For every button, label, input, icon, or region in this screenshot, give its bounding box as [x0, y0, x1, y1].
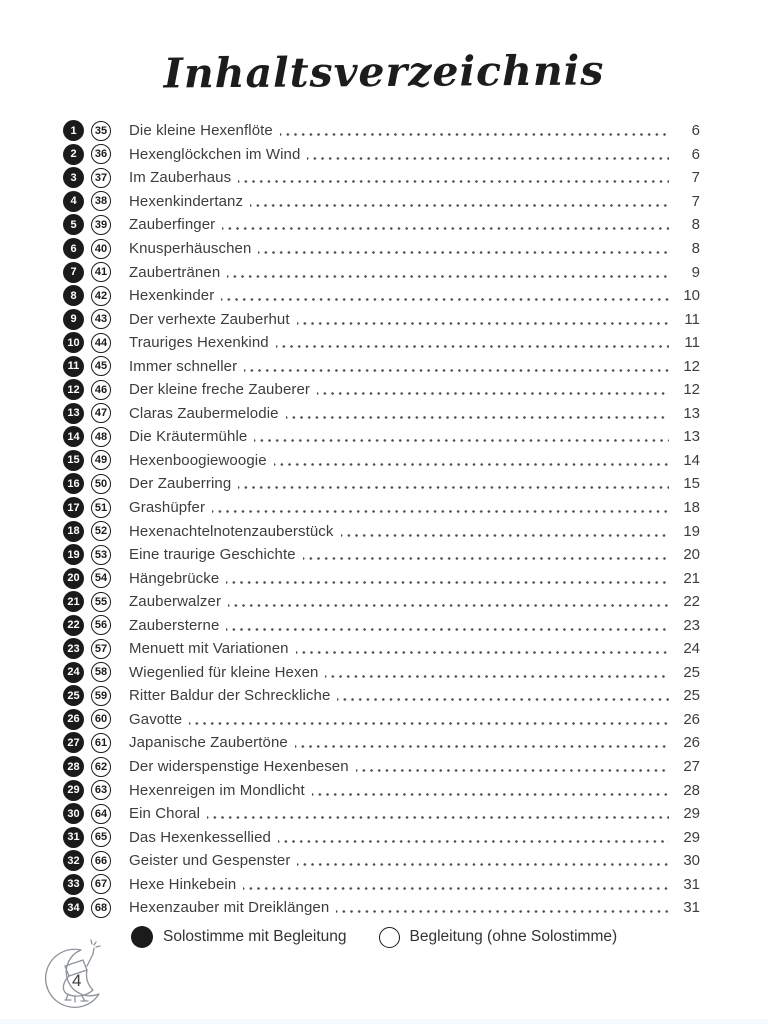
- page-number: 4: [72, 971, 82, 990]
- solo-track-badge: 18: [63, 521, 84, 542]
- witch-on-moon-icon: [35, 936, 115, 1016]
- entry-title: Claras Zaubermelodie: [129, 404, 279, 422]
- dot-leader: [356, 769, 669, 772]
- entry-page-number: 31: [683, 875, 700, 893]
- entry-page-number: 22: [683, 593, 700, 611]
- entry-title: Grashüpfer: [129, 499, 206, 517]
- entry-title: Hexenglöckchen im Wind: [129, 145, 301, 163]
- table-row: [63, 543, 700, 567]
- dot-leader: [297, 322, 669, 325]
- dot-leader: [243, 887, 669, 890]
- entry-title: Im Zauberhaus: [129, 169, 232, 187]
- dot-leader: [286, 416, 669, 419]
- entry-page-number: 10: [683, 287, 700, 305]
- table-row: [63, 166, 700, 190]
- table-row: [63, 637, 700, 661]
- accompaniment-track-badge: 47: [91, 403, 111, 423]
- entry-title: Hängebrücke: [129, 569, 220, 587]
- table-row: [63, 331, 700, 355]
- dot-leader: [212, 510, 669, 513]
- entry-page-number: 24: [683, 640, 700, 658]
- dot-leader: [226, 581, 669, 584]
- entry-page-number: 13: [683, 404, 700, 422]
- dot-leader: [317, 392, 669, 395]
- accompaniment-track-badge: 64: [91, 804, 111, 824]
- dot-leader: [274, 463, 669, 466]
- entry-page-number: 7: [691, 192, 700, 210]
- solo-track-badge: 23: [63, 638, 84, 659]
- accompaniment-track-badge: 63: [91, 780, 111, 800]
- accompaniment-track-badge: 43: [91, 309, 111, 329]
- entry-title: Japanische Zaubertöne: [129, 734, 288, 752]
- dot-leader: [312, 793, 669, 796]
- dot-leader: [238, 180, 669, 183]
- entry-page-number: 6: [691, 122, 700, 140]
- entry-page-number: 31: [683, 899, 700, 917]
- solo-track-badge: 34: [63, 897, 84, 918]
- table-row: [63, 378, 700, 402]
- entry-title: Der Zauberring: [129, 475, 232, 493]
- accompaniment-track-badge: 65: [91, 827, 111, 847]
- wand-sparkle-shape: [91, 940, 100, 947]
- solo-track-badge: 2: [63, 144, 84, 165]
- table-row: [63, 590, 700, 614]
- solo-track-badge: 13: [63, 403, 84, 424]
- entry-page-number: 12: [683, 357, 700, 375]
- entry-page-number: 18: [683, 499, 700, 517]
- entry-title: Gavotte: [129, 710, 183, 728]
- dot-leader: [307, 157, 669, 160]
- legend: [131, 926, 617, 948]
- entry-title: Zaubersterne: [129, 616, 220, 634]
- accompaniment-track-badge: 39: [91, 215, 111, 235]
- solo-track-badge: 3: [63, 167, 84, 188]
- entry-title: Die kleine Hexenflöte: [129, 122, 273, 140]
- accompaniment-track-badge: 67: [91, 874, 111, 894]
- entry-title: Menuett mit Variationen: [129, 640, 289, 658]
- dot-leader: [303, 557, 669, 560]
- solo-track-badge: 4: [63, 191, 84, 212]
- solo-track-badge: 15: [63, 450, 84, 471]
- table-row: [63, 260, 700, 284]
- accompaniment-track-badge: 66: [91, 851, 111, 871]
- accompaniment-track-badge: 55: [91, 592, 111, 612]
- entry-title: Trauriges Hexenkind: [129, 334, 269, 352]
- entry-title: Der verhexte Zauberhut: [129, 310, 290, 328]
- accompaniment-track-badge: 38: [91, 191, 111, 211]
- open-circle-icon: [379, 927, 400, 948]
- solo-track-badge: 5: [63, 214, 84, 235]
- solo-track-badge: 17: [63, 497, 84, 518]
- table-row: [63, 472, 700, 496]
- entry-title: Hexenreigen im Mondlicht: [129, 781, 305, 799]
- entry-page-number: 26: [683, 710, 700, 728]
- entry-title: Der kleine freche Zauberer: [129, 381, 311, 399]
- table-row: [63, 143, 700, 167]
- table-row: [63, 425, 700, 449]
- entry-page-number: 25: [683, 663, 700, 681]
- accompaniment-track-badge: 60: [91, 709, 111, 729]
- entry-page-number: 29: [683, 805, 700, 823]
- table-row: [63, 778, 700, 802]
- table-row: [63, 613, 700, 637]
- solo-track-badge: 10: [63, 332, 84, 353]
- entry-page-number: 15: [683, 475, 700, 493]
- dot-leader: [227, 275, 669, 278]
- solo-track-badge: 20: [63, 568, 84, 589]
- accompaniment-track-badge: 61: [91, 733, 111, 753]
- entry-title: Hexenzauber mit Dreiklängen: [129, 899, 330, 917]
- entry-title: Immer schneller: [129, 357, 238, 375]
- dot-leader: [280, 133, 669, 136]
- accompaniment-track-badge: 35: [91, 121, 111, 141]
- table-row: [63, 307, 700, 331]
- solo-track-badge: 27: [63, 732, 84, 753]
- dot-leader: [221, 298, 669, 301]
- dot-leader: [297, 863, 669, 866]
- table-row: [63, 213, 700, 237]
- entry-page-number: 23: [683, 616, 700, 634]
- entry-page-number: 27: [683, 758, 700, 776]
- table-row: [63, 708, 700, 732]
- solo-track-badge: 6: [63, 238, 84, 259]
- solo-track-badge: 25: [63, 685, 84, 706]
- dot-leader: [207, 816, 669, 819]
- entry-page-number: 28: [683, 781, 700, 799]
- entry-page-number: 6: [691, 145, 700, 163]
- table-row: [63, 119, 700, 143]
- table-row: [63, 896, 700, 920]
- entry-page-number: 13: [683, 428, 700, 446]
- solo-track-badge: 30: [63, 803, 84, 824]
- accompaniment-track-badge: 58: [91, 662, 111, 682]
- dot-leader: [325, 675, 669, 678]
- table-row: [63, 755, 700, 779]
- dot-leader: [341, 534, 670, 537]
- table-row: [63, 731, 700, 755]
- entry-page-number: 25: [683, 687, 700, 705]
- legend-item-solo: [131, 926, 347, 948]
- entry-page-number: 20: [683, 546, 700, 564]
- entry-title: Das Hexenkessellied: [129, 828, 271, 846]
- entry-page-number: 8: [691, 216, 700, 234]
- entry-title: Wiegenlied für kleine Hexen: [129, 663, 319, 681]
- table-row: [63, 661, 700, 685]
- solo-track-badge: 26: [63, 709, 84, 730]
- table-row: [63, 449, 700, 473]
- solo-track-badge: 24: [63, 662, 84, 683]
- solo-track-badge: 19: [63, 544, 84, 565]
- solo-track-badge: 32: [63, 850, 84, 871]
- table-row: [63, 825, 700, 849]
- solo-track-badge: 8: [63, 285, 84, 306]
- entry-title: Hexenkinder: [129, 287, 215, 305]
- solo-track-badge: 29: [63, 780, 84, 801]
- dot-leader: [337, 698, 669, 701]
- entry-page-number: 11: [684, 334, 700, 352]
- dot-leader: [189, 722, 669, 725]
- dot-leader: [296, 651, 669, 654]
- entry-title: Hexe Hinkebein: [129, 875, 237, 893]
- filled-circle-icon: [131, 926, 153, 948]
- solo-track-badge: 7: [63, 262, 84, 283]
- solo-track-badge: 14: [63, 426, 84, 447]
- entry-page-number: 7: [691, 169, 700, 187]
- table-row: [63, 802, 700, 826]
- legend-solo-label: Solostimme mit Begleitung: [163, 928, 347, 945]
- accompaniment-track-badge: 36: [91, 144, 111, 164]
- solo-track-badge: 33: [63, 874, 84, 895]
- entry-title: Zaubertränen: [129, 263, 221, 281]
- accompaniment-track-badge: 51: [91, 498, 111, 518]
- entry-title: Der widerspenstige Hexenbesen: [129, 758, 349, 776]
- entry-page-number: 8: [691, 240, 700, 257]
- accompaniment-track-badge: 68: [91, 898, 111, 918]
- entry-page-number: 9: [691, 263, 700, 281]
- dot-leader: [276, 345, 669, 348]
- accompaniment-track-badge: 56: [91, 615, 111, 635]
- dot-leader: [244, 369, 669, 372]
- table-row: [63, 496, 700, 520]
- entry-page-number: 29: [683, 828, 700, 846]
- table-row: [63, 284, 700, 308]
- accompaniment-track-badge: 40: [91, 239, 111, 259]
- accompaniment-track-badge: 45: [91, 356, 111, 376]
- entry-title: Hexenkindertanz: [129, 192, 244, 210]
- dot-leader: [238, 486, 669, 489]
- dot-leader: [258, 251, 669, 254]
- accompaniment-track-badge: 49: [91, 450, 111, 470]
- accompaniment-track-badge: 62: [91, 757, 111, 777]
- dot-leader: [222, 227, 669, 230]
- table-row: [63, 519, 700, 543]
- accompaniment-track-badge: 57: [91, 639, 111, 659]
- toc-list: [63, 119, 700, 920]
- dot-leader: [250, 204, 669, 207]
- page-title: Inhaltsverzeichnis: [163, 46, 605, 98]
- entry-page-number: 26: [683, 734, 700, 752]
- entry-title: Geister und Gespenster: [129, 852, 291, 870]
- accompaniment-track-badge: 52: [91, 521, 111, 541]
- witch-wand-shape: [87, 948, 94, 966]
- table-row: [63, 849, 700, 873]
- legend-item-accompaniment: [379, 927, 618, 948]
- dot-leader: [228, 604, 669, 607]
- legend-accompaniment-label: Begleitung (ohne Solostimme): [409, 928, 618, 945]
- accompaniment-track-badge: 53: [91, 545, 111, 565]
- solo-track-badge: 28: [63, 756, 84, 777]
- dot-leader: [336, 910, 669, 913]
- accompaniment-track-badge: 54: [91, 568, 111, 588]
- solo-track-badge: 9: [63, 309, 84, 330]
- table-row: [63, 190, 700, 214]
- solo-track-badge: 21: [63, 591, 84, 612]
- accompaniment-track-badge: 42: [91, 286, 111, 306]
- dot-leader: [278, 840, 669, 843]
- entry-title: Ritter Baldur der Schreckliche: [129, 687, 331, 705]
- accompaniment-track-badge: 44: [91, 333, 111, 353]
- solo-track-badge: 11: [63, 356, 84, 377]
- accompaniment-track-badge: 41: [91, 262, 111, 282]
- accompaniment-track-badge: 59: [91, 686, 111, 706]
- entry-title: Zauberwalzer: [129, 593, 222, 611]
- entry-page-number: 19: [683, 522, 700, 540]
- entry-title: Die Kräutermühle: [129, 428, 248, 446]
- dot-leader: [295, 745, 669, 748]
- entry-title: Ein Choral: [129, 805, 201, 823]
- table-row: [63, 402, 700, 426]
- accompaniment-track-badge: 46: [91, 380, 111, 400]
- entry-title: Hexenachtelnotenzauberstück: [129, 522, 334, 540]
- entry-page-number: 21: [683, 569, 700, 587]
- entry-page-number: 30: [683, 852, 700, 870]
- dot-leader: [226, 628, 669, 631]
- dot-leader: [254, 439, 669, 442]
- table-row: [63, 354, 700, 378]
- table-row: [63, 566, 700, 590]
- bottom-edge-strip: [0, 1019, 768, 1024]
- solo-track-badge: 31: [63, 827, 84, 848]
- entry-page-number: 14: [683, 451, 700, 469]
- accompaniment-track-badge: 48: [91, 427, 111, 447]
- solo-track-badge: 12: [63, 379, 84, 400]
- table-row: [63, 237, 700, 261]
- entry-title: Eine traurige Geschichte: [129, 546, 296, 564]
- solo-track-badge: 16: [63, 473, 84, 494]
- entry-title: Hexenboogiewoogie: [129, 451, 267, 469]
- table-row: [63, 684, 700, 708]
- entry-title: Knusperhäuschen: [129, 240, 252, 257]
- entry-page-number: 12: [683, 381, 700, 399]
- accompaniment-track-badge: 37: [91, 168, 111, 188]
- solo-track-badge: 1: [63, 120, 84, 141]
- accompaniment-track-badge: 50: [91, 474, 111, 494]
- entry-page-number: 11: [684, 310, 700, 328]
- entry-title: Zauberfinger: [129, 216, 216, 234]
- table-row: [63, 873, 700, 897]
- solo-track-badge: 22: [63, 615, 84, 636]
